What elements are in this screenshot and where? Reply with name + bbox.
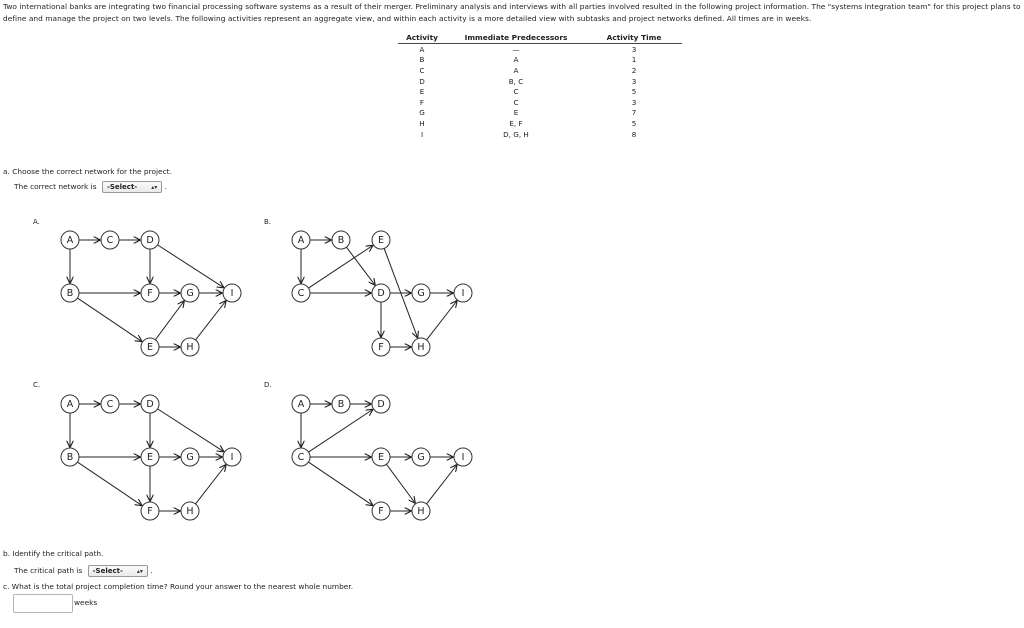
- node-label-A: A: [66, 235, 74, 246]
- cell-activity: D: [419, 76, 425, 86]
- node-label-F: F: [147, 506, 153, 517]
- edge-H-I: [196, 300, 227, 339]
- edge-H-I: [196, 464, 227, 503]
- edge-B-F: [77, 462, 142, 506]
- header-time: Activity Time: [586, 32, 682, 44]
- cell-predecessors: A: [513, 55, 519, 65]
- node-label-I: I: [230, 288, 234, 299]
- header-predecessors: Immediate Predecessors: [446, 32, 586, 44]
- edge-C-E: [309, 245, 374, 288]
- question-a-end: .: [164, 182, 167, 191]
- node-label-F: F: [378, 342, 384, 353]
- edge-D-I: [158, 245, 224, 288]
- node-label-B: B: [66, 452, 74, 463]
- edge-H-I: [427, 300, 458, 339]
- edge-B-E: [77, 298, 142, 342]
- cell-predecessors: B, C: [508, 76, 524, 86]
- cell-time: 3: [631, 44, 637, 54]
- cell-time: 1: [631, 55, 637, 65]
- cell-time: 5: [631, 87, 637, 97]
- cell-activity: F: [419, 97, 425, 107]
- node-label-C: C: [297, 288, 305, 299]
- node-label-G: G: [186, 452, 194, 463]
- node-label-D: D: [146, 235, 154, 246]
- node-label-A: A: [66, 399, 74, 410]
- question-b-row: [14, 565, 153, 577]
- question-c-text: c. What is the total project completion time? Round your answer to the nearest whole number.: [3, 582, 354, 591]
- edge-C-F: [308, 462, 373, 506]
- cell-time: 5: [631, 118, 637, 128]
- critical-path-select-value: -Select-: [92, 567, 123, 575]
- edge-E-G: [155, 301, 184, 340]
- network-option-c[interactable]: [61, 395, 241, 520]
- question-b-prompt: The critical path is: [14, 566, 83, 575]
- header-activity: Activity: [398, 32, 446, 44]
- node-label-E: E: [146, 452, 154, 463]
- edge-E-H: [386, 464, 415, 503]
- cell-predecessors: —: [512, 44, 520, 54]
- node-label-A: A: [297, 399, 305, 410]
- cell-activity: C: [419, 65, 425, 75]
- node-label-I: I: [461, 288, 465, 299]
- option-b-label: B.: [264, 218, 272, 226]
- weeks-unit: weeks: [74, 598, 98, 607]
- select-arrows-icon: ▴▾: [151, 184, 158, 191]
- cell-predecessors: C: [513, 87, 519, 97]
- cell-activity: A: [419, 44, 425, 54]
- cell-time: 2: [631, 65, 637, 75]
- node-label-B: B: [337, 235, 345, 246]
- problem-intro: Two international banks are integrating two financial processing software systems as a result of their merger. Preliminary analysis and interviews with all parties involved resulted in the following project information. The "systems integration team" for this project plans to define and manage the project on two levels. The following activities represent an aggregate view, and within each activity is a more detailed view with subtasks and project networks defined. All times are in weeks.: [3, 2, 1021, 23]
- node-label-H: H: [417, 342, 425, 353]
- cell-activity: B: [419, 55, 425, 65]
- node-label-A: A: [297, 235, 305, 246]
- cell-predecessors: D, G, H: [503, 129, 529, 139]
- node-label-B: B: [337, 399, 345, 410]
- cell-predecessors: A: [513, 65, 519, 75]
- node-label-C: C: [106, 399, 114, 410]
- cell-activity: G: [419, 108, 425, 118]
- question-b-text: b. Identify the critical path.: [3, 549, 104, 558]
- node-label-C: C: [106, 235, 114, 246]
- node-label-D: D: [377, 288, 385, 299]
- cell-activity: H: [419, 118, 425, 128]
- option-a-label: A.: [33, 218, 40, 226]
- question-a-prompt: The correct network is: [14, 182, 97, 191]
- node-label-H: H: [186, 506, 194, 517]
- cell-activity: E: [419, 87, 425, 97]
- cell-activity: I: [420, 129, 424, 139]
- network-option-d[interactable]: [292, 395, 472, 520]
- edge-C-D: [309, 409, 374, 452]
- cell-predecessors: C: [513, 97, 519, 107]
- cell-time: 7: [631, 108, 637, 118]
- edge-D-I: [158, 409, 224, 452]
- node-label-H: H: [417, 506, 425, 517]
- node-label-I: I: [230, 452, 234, 463]
- cell-time: 3: [631, 97, 637, 107]
- option-d-label: D.: [264, 381, 272, 389]
- question-a-text: a. Choose the correct network for the project.: [3, 167, 172, 176]
- network-option-a[interactable]: [61, 231, 241, 356]
- completion-time-input[interactable]: [13, 594, 73, 613]
- node-label-D: D: [146, 399, 154, 410]
- node-label-H: H: [186, 342, 194, 353]
- node-label-I: I: [461, 452, 465, 463]
- node-label-E: E: [377, 452, 385, 463]
- node-label-E: E: [146, 342, 154, 353]
- cell-predecessors: E, F: [509, 118, 523, 128]
- node-label-F: F: [378, 506, 384, 517]
- network-option-b[interactable]: [292, 231, 472, 356]
- edge-H-I: [427, 464, 458, 503]
- cell-time: 3: [631, 76, 637, 86]
- node-label-F: F: [147, 288, 153, 299]
- cell-predecessors: E: [513, 108, 519, 118]
- node-label-G: G: [417, 452, 425, 463]
- select-arrows-icon: ▴▾: [136, 568, 143, 575]
- cell-time: 8: [631, 129, 637, 139]
- node-label-D: D: [377, 399, 385, 410]
- node-label-B: B: [66, 288, 74, 299]
- node-label-E: E: [377, 235, 385, 246]
- node-label-G: G: [186, 288, 194, 299]
- critical-path-select[interactable]: [88, 565, 148, 577]
- question-b-end: .: [150, 566, 153, 575]
- node-label-G: G: [417, 288, 425, 299]
- option-c-label: C.: [33, 381, 41, 389]
- node-label-C: C: [297, 452, 305, 463]
- network-select-value: -Select-: [106, 183, 138, 191]
